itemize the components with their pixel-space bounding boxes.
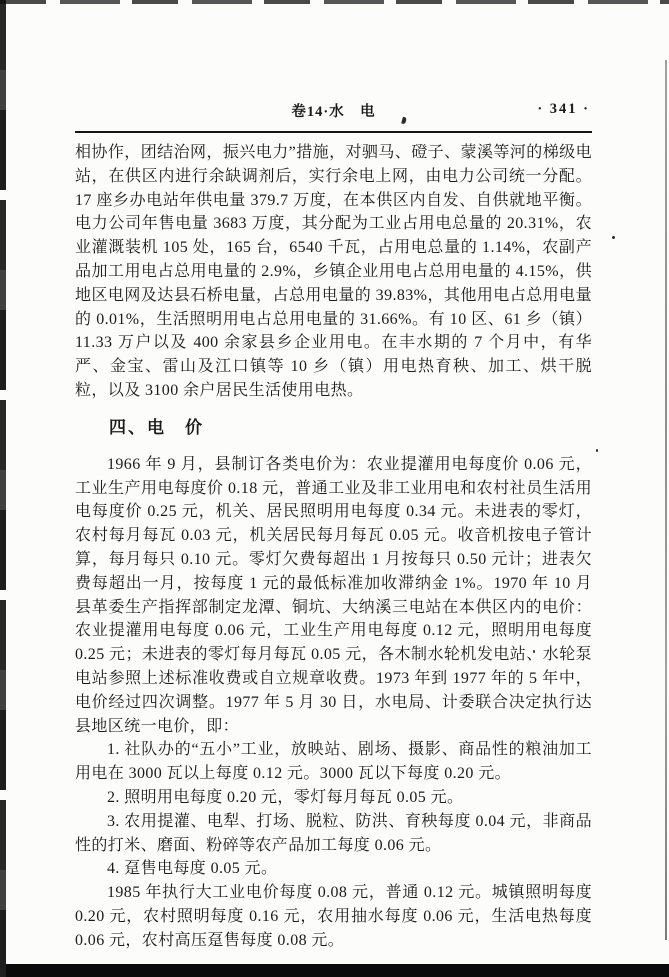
list-item: 3. 农用提灌、电犁、打场、脱粒、防洪、育秧每度 0.04 元，非商品性的打米、磨面、粉碎等农产品加工每度 0.06 元。 — [75, 812, 592, 854]
scan-edge-bottom — [6, 964, 669, 977]
header-rule — [75, 131, 592, 133]
page-number: · 341 · — [537, 101, 590, 117]
page-content — [75, 100, 592, 953]
ink-speck — [612, 236, 615, 239]
body-paragraph: 1985 年执行大工业电价每度 0.08 元，普通 0.12 元。城镇照明每度 0.20 元，农村照明每度 0.16 元，农用抽水每度 0.06 元，生活电热每度 0.06 元，农村高压趸售每度 0.08 元。 — [75, 884, 592, 949]
running-header — [75, 100, 592, 124]
ink-speck — [596, 449, 598, 452]
scan-edge-left — [0, 0, 6, 977]
body-paragraph: 相协作，团结治网，振兴电力”措施，对驷马、磴子、蒙溪等河的梯级电站，在供区内进行余缺调剂后，实行余电上网，由电力公司统一分配。17 座乡办电站年供电量 379.7 万度，在本供区内自发、自供就地平衡。电力公司年售电量 3683 万度，其分配为工业占用电总量的 20.31%，农业灌溉装机 105 处，165 台，6540 千瓦，占用电总量的 1.14%，农副产品加工用电占总用电量的 2.9%，乡镇企业用电占总用电量的 4.15%，供地区电网及达县石桥电量，占总用电量的 39.83%，其他用电占总用电量的 0.01%，生活照明用电占总用电量的 31.66%。有 10 区、61 乡（镇）11.33 万户以及 400 余家县乡企业用电。在丰水期的 7 个月中，有华严、金宝、雷山及江口镇等 10 乡（镇）用电热育秧、加工、烘干脱粒，以及 3100 余户居民生活使用电热。 — [75, 144, 592, 399]
list-item: 4. 趸售电每度 0.05 元。 — [107, 860, 278, 878]
list-item: 2. 照明用电每度 0.20 元，零灯每月每瓦 0.05 元。 — [107, 788, 464, 806]
scan-edge-right — [665, 60, 667, 940]
list-item: 1. 社队办的“五小”工业，放映站、剧场、摄影、商品性的粮油加工用电在 3000 瓦以上每度 0.12 元。3000 瓦以下每度 0.20 元。 — [75, 741, 592, 783]
section-heading: 四、电 价 — [109, 417, 204, 437]
body-paragraph: 1966 年 9 月，县制订各类电价为：农业提灌用电每度价 0.06 元，工业生产用电每度价 0.18 元，普通工业及非工业用电和农村社员生活用电每度价 0.25 元，机关、居民照明用电每度 0.34 元。未进表的零灯，农村每月每瓦 0.03 元，机关居民每月每瓦 0.05 元。收音机按电子管计算，每月每只 0.10 元。零灯欠费每超出 1 月按每只 0.50 元计；进表欠费每超出一月，按每度 1 元的最低标准加收滞纳金 1%。1970 年 10 月县革委生产指挥部制定龙潭、铜坑、大纳溪三电站在本供区内的电价：农业提灌用电每度 0.06 元，工业生产用电每度 0.12 元，照明用电每度 0.25 元；未进表的零灯每月每瓦 0.05 元，各木制水轮机发电站、水轮泵电站参照上述标准收费或自立规章收费。1973 年到 1977 年的 5 年中，电价经过四次调整。1977 年 5 月 30 日，水电局、计委联合决定执行达县地区统一电价，即： — [75, 455, 592, 735]
scan-edge-top — [0, 0, 669, 4]
running-header-title: 卷14·水 电 — [291, 104, 376, 120]
